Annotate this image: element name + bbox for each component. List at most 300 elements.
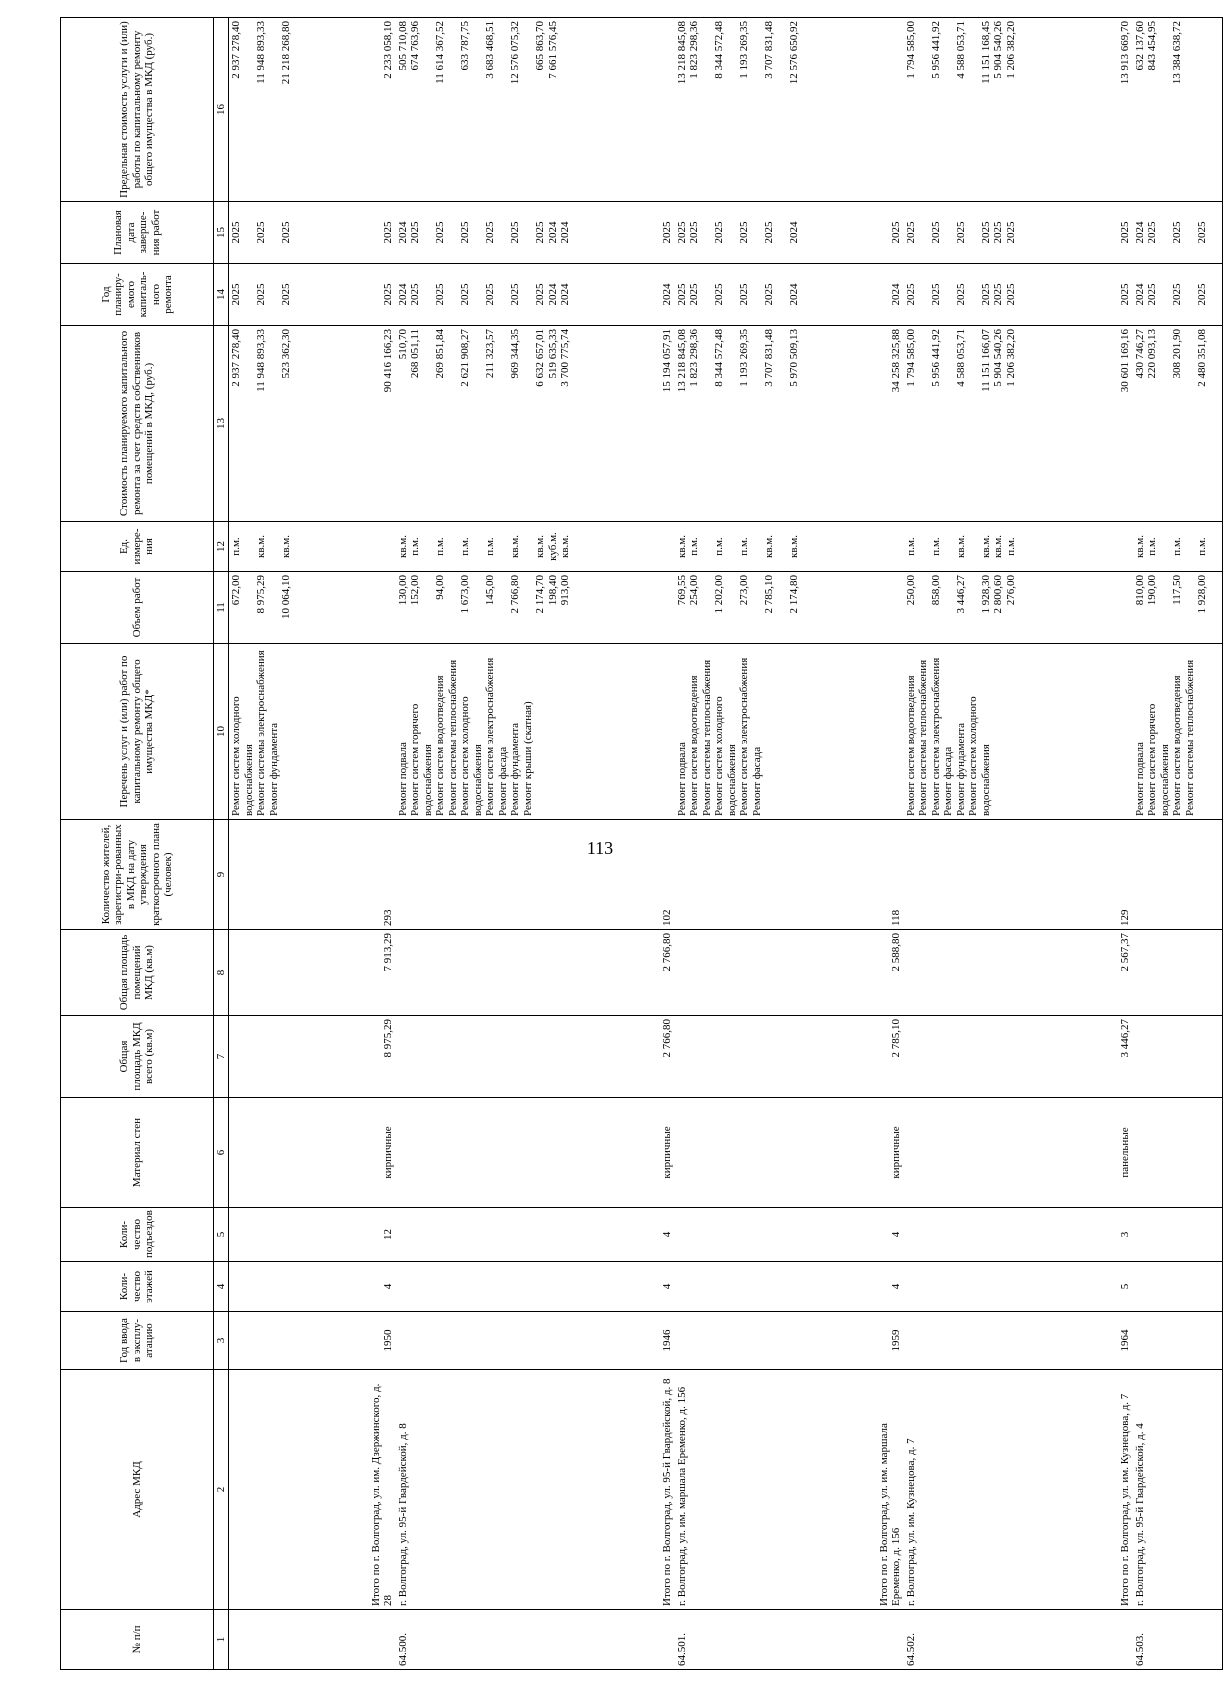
entrances-value: 3 (1119, 1231, 1131, 1238)
floors-value: 4 (890, 1283, 902, 1290)
volume-value: 94,00 (434, 575, 446, 600)
table-body (229, 18, 1223, 1670)
row-number (904, 1610, 1031, 1670)
end-year-value: 2025 (484, 221, 496, 244)
plan-year-value: 2025 (230, 283, 242, 306)
works-value: Ремонт систем водоотведения (434, 675, 446, 816)
works-value: Ремонт систем горячего водоснабжения (1146, 703, 1171, 816)
plan-year-value: 2025 (1146, 283, 1158, 306)
entrances (904, 1208, 1031, 1262)
end-year-value: 2025 (954, 221, 967, 244)
area-rooms (904, 930, 1031, 1016)
volume (294, 572, 396, 644)
volume-value: 117,50 (1171, 575, 1183, 605)
end-year-value: 2025 (763, 221, 775, 244)
row-number (573, 1610, 675, 1670)
volume-value: 2 174,80 (788, 575, 800, 614)
wall-material (229, 1098, 294, 1208)
plan-year (675, 264, 802, 326)
area-rooms (573, 930, 675, 1016)
units-value: куб.м. (546, 532, 559, 561)
area-rooms (294, 930, 396, 1016)
works-value: Ремонт подвала (1133, 742, 1146, 816)
volume-value: 145,00 (484, 575, 496, 606)
works-value: Ремонт фундамента (509, 722, 521, 816)
column-number-9: 9 (214, 820, 229, 930)
address (229, 1370, 294, 1610)
limit-value: 12 576 650,92 (788, 21, 800, 85)
units-value: п.м. (230, 537, 242, 556)
residents (1031, 820, 1133, 930)
plan-year-value: 2025 (280, 283, 292, 306)
units-value: кв.м. (396, 535, 409, 558)
area-rooms (1031, 930, 1133, 1016)
volume-value: 1 202,00 (713, 575, 725, 614)
cost (396, 326, 573, 522)
works-value: Ремонт систем холодного водоснабжения (967, 696, 992, 816)
item-row (229, 18, 294, 1670)
entrances (802, 1208, 904, 1262)
wall-material-value: панельные (1119, 1127, 1131, 1178)
row-number-text: 64.500. (396, 1633, 409, 1666)
works-value: Ремонт систем электроснабжения (738, 657, 750, 816)
units-value: кв.м. (788, 535, 800, 558)
residents (229, 820, 294, 930)
floors-value: 4 (661, 1283, 673, 1290)
works (294, 644, 396, 820)
floors-value: 4 (382, 1283, 394, 1290)
column-number-2: 2 (214, 1370, 229, 1610)
limit-value: 665 863,70 (534, 21, 546, 71)
year-built (1133, 1312, 1223, 1370)
limit-value: 7 661 576,45 (546, 21, 559, 79)
volume (1133, 572, 1223, 644)
address-text: г. Волгоград, ул. им. маршала Еременко, д. 156 (675, 1386, 688, 1606)
year-built-value: 1946 (661, 1329, 673, 1352)
column-number-10: 10 (214, 644, 229, 820)
plan-year-value: 2024 (1133, 283, 1146, 306)
units-value: кв.м. (1133, 535, 1146, 558)
units (396, 522, 573, 572)
cost-value: 5 904 540,26 (992, 329, 1004, 387)
address (904, 1370, 1031, 1610)
area-rooms-value: 2 766,80 (661, 933, 673, 972)
units-value: кв.м. (954, 535, 967, 558)
cost-value: 5 956 441,92 (929, 329, 942, 387)
column-number-11: 11 (214, 572, 229, 644)
works-value: Ремонт систем холодного водоснабжения (713, 696, 738, 816)
volume (573, 572, 675, 644)
works-value: Ремонт системы теплоснабжения (917, 659, 929, 816)
volume (396, 572, 573, 644)
floors-value: 5 (1119, 1283, 1131, 1290)
residents-value: 293 (382, 909, 394, 926)
total-address-text: Итого по г. Волгоград, ул. им. Дзержинского, д. 28 (369, 1383, 394, 1606)
wall-material (573, 1098, 675, 1208)
plan-year-value: 2025 (904, 283, 917, 306)
column-number-7: 7 (214, 1016, 229, 1098)
column-header-14: Год планиру-емого капиталь-ного ремонта (61, 264, 214, 326)
total-address (802, 1370, 904, 1610)
works-value: Ремонт системы теплоснабжения (700, 659, 713, 816)
plan-year (1133, 264, 1223, 326)
area-total (1031, 1016, 1133, 1098)
limit-value: 2 937 278,40 (230, 21, 242, 79)
area-rooms-value: 2 567,37 (1119, 933, 1131, 972)
cost-value: 3 700 775,74 (559, 329, 571, 387)
works-value: Ремонт систем горячего водоснабжения (409, 703, 434, 816)
volume-value: 3 446,27 (954, 575, 967, 614)
area-total (573, 1016, 675, 1098)
cost (573, 326, 675, 522)
volume (229, 572, 294, 644)
limit-value: 13 384 638,72 (1171, 21, 1183, 85)
end-year (1031, 202, 1133, 264)
plan-year-value: 2025 (434, 283, 446, 306)
volume-value: 913,00 (559, 575, 571, 606)
end-year-value: 2025 (713, 221, 725, 244)
cost-value: 211 323,57 (484, 329, 496, 379)
units-value: п.м. (904, 537, 917, 556)
cost-value: 2 621 908,27 (459, 329, 471, 387)
plan-year-value: 2025 (1004, 283, 1017, 306)
plan-year-value: 2025 (738, 283, 750, 306)
floors (573, 1262, 675, 1312)
units-value: п.м. (1196, 537, 1208, 556)
area-rooms-value: 7 913,29 (382, 933, 394, 972)
end-year (229, 202, 294, 264)
volume-value: 858,00 (929, 575, 942, 606)
volume-value: 810,00 (1133, 575, 1146, 606)
wall-material (802, 1098, 904, 1208)
limit-value: 4 588 053,71 (954, 21, 967, 79)
units-value: кв.м. (559, 535, 571, 558)
units-value: п.м. (688, 537, 700, 556)
limit-value: 633 787,75 (459, 21, 471, 71)
units-value: кв.м. (280, 535, 292, 558)
end-year-value: 2025 (1196, 221, 1208, 244)
works-value: Ремонт систем холодного водоснабжения (230, 696, 255, 816)
floors (1133, 1262, 1223, 1312)
limit (294, 18, 396, 202)
volume-value: 273,00 (738, 575, 750, 606)
plan-year-value: 2025 (713, 283, 725, 306)
limit-value: 13 913 669,70 (1119, 21, 1131, 85)
units (802, 522, 904, 572)
end-year (904, 202, 1031, 264)
volume-value: 254,00 (688, 575, 700, 606)
area-rooms (229, 930, 294, 1016)
end-year-value: 2025 (382, 221, 394, 244)
works (675, 644, 802, 820)
column-number-1: 1 (214, 1610, 229, 1670)
plan-year-value: 2025 (954, 283, 967, 306)
end-year-value: 2025 (688, 221, 700, 244)
units-value: п.м. (434, 537, 446, 556)
residents (1133, 820, 1223, 930)
area-total (802, 1016, 904, 1098)
area-total (904, 1016, 1031, 1098)
limit-value: 3 683 468,51 (484, 21, 496, 79)
end-year-value: 2025 (459, 221, 471, 244)
volume-value: 2 785,10 (763, 575, 775, 614)
volume-value: 769,55 (675, 575, 688, 606)
cost-value: 969 344,35 (509, 329, 521, 379)
entrances-value: 4 (661, 1231, 673, 1238)
cost (1133, 326, 1223, 522)
floors (396, 1262, 573, 1312)
year-built (294, 1312, 396, 1370)
row-number (802, 1610, 904, 1670)
end-year-value: 2025 (904, 221, 917, 244)
residents-value: 102 (661, 909, 673, 926)
units-value: п.м. (1146, 537, 1158, 556)
units-value: п.м. (484, 537, 496, 556)
residents (396, 820, 573, 930)
end-year-value: 2025 (1146, 221, 1158, 244)
wall-material-value: кирпичные (661, 1126, 673, 1179)
plan-year (229, 264, 294, 326)
plan-year-value: 2025 (688, 283, 700, 306)
residents (294, 820, 396, 930)
end-year-value: 2025 (434, 221, 446, 244)
floors (802, 1262, 904, 1312)
works (229, 644, 294, 820)
works-value: Ремонт систем электроснабжения (484, 657, 496, 816)
cost-value: 30 601 169,16 (1119, 329, 1131, 393)
works-value: Ремонт системы теплоснабжения (1183, 659, 1196, 816)
units-value: кв.м. (992, 535, 1004, 558)
plan-year-value: 2025 (382, 283, 394, 306)
cost (294, 326, 396, 522)
item-row (675, 18, 802, 1670)
cost-value: 1 206 382,20 (1004, 329, 1017, 387)
cost-value: 1 794 585,00 (904, 329, 917, 387)
year-built (229, 1312, 294, 1370)
limit-value: 5 904 540,26 (992, 21, 1004, 79)
end-year-value: 2025 (255, 221, 267, 244)
column-header-5: Коли-чество подъездов (61, 1208, 214, 1262)
area-total (294, 1016, 396, 1098)
end-year-value: 2024 (1133, 221, 1146, 244)
end-year-value: 2025 (929, 221, 942, 244)
column-header-10: Перечень услуг и (или) работ по капитальному ремонту общего имущества МКД* (61, 644, 214, 820)
limit-value: 1 206 382,20 (1004, 21, 1017, 79)
cost-value: 90 416 166,23 (382, 329, 394, 393)
entrances (396, 1208, 573, 1262)
limit (675, 18, 802, 202)
end-year-value: 2025 (230, 221, 242, 244)
plan-year-value: 2025 (409, 283, 421, 306)
cost-value: 34 258 325,88 (890, 329, 902, 393)
cost-value: 519 635,33 (546, 329, 559, 379)
area-total (675, 1016, 802, 1098)
cost-value: 1 823 298,36 (688, 329, 700, 387)
column-header-2: Адрес МКД (61, 1370, 214, 1610)
volume-value: 130,00 (396, 575, 409, 606)
limit-value: 1 823 298,36 (688, 21, 700, 79)
area-total (1133, 1016, 1223, 1098)
plan-year-value: 2025 (929, 283, 942, 306)
area-total-value: 2 766,80 (661, 1019, 673, 1058)
wall-material (904, 1098, 1031, 1208)
wall-material (1133, 1098, 1223, 1208)
column-number-row (214, 18, 229, 1670)
units-value: кв.м. (509, 535, 521, 558)
total-address (1031, 1370, 1133, 1610)
cost-value: 2 480 351,08 (1196, 329, 1208, 387)
works (1031, 644, 1133, 820)
year-built-value: 1964 (1119, 1329, 1131, 1352)
wall-material (294, 1098, 396, 1208)
works (396, 644, 573, 820)
volume-value: 198,40 (546, 575, 559, 606)
area-rooms-value: 2 588,80 (890, 933, 902, 972)
end-year-value: 2025 (661, 221, 673, 244)
works-value: Ремонт фасада (750, 746, 763, 816)
limit (1133, 18, 1223, 202)
cost-value: 510,70 (396, 329, 409, 360)
end-year-value: 2025 (979, 221, 992, 244)
total-address (294, 1370, 396, 1610)
units-value: п.м. (1004, 537, 1017, 556)
plan-year-value: 2025 (1119, 283, 1131, 306)
cost-value: 11 151 166,07 (979, 329, 992, 392)
works-value: Ремонт подвала (675, 742, 688, 816)
total-row (573, 18, 675, 1670)
plan-year-value: 2024 (788, 283, 800, 306)
end-year-value: 2024 (546, 221, 559, 244)
plan-year-value: 2025 (1196, 283, 1208, 306)
cost-value: 8 344 572,48 (713, 329, 725, 387)
year-built (573, 1312, 675, 1370)
plan-year-value: 2024 (546, 283, 559, 306)
limit-value: 3 707 831,48 (763, 21, 775, 79)
limit-value: 1 193 269,35 (738, 21, 750, 79)
units-value: кв.м. (763, 535, 775, 558)
cost (802, 326, 904, 522)
column-header-13: Стоимость планируемого капитального ремонта за счет средств собственников помещений в МКД, (руб.) (61, 326, 214, 522)
total-address-text: Итого по г. Волгоград, ул. 95-й Гвардейской, д. 8 (661, 1378, 673, 1606)
year-built-value: 1959 (890, 1329, 902, 1352)
plan-year-value: 2025 (509, 283, 521, 306)
plan-year (294, 264, 396, 326)
limit (573, 18, 675, 202)
limit-value: 1 794 585,00 (904, 21, 917, 79)
year-built (1031, 1312, 1133, 1370)
column-header-6: Материал стен (61, 1098, 214, 1208)
plan-year-value: 2024 (559, 283, 571, 306)
row-number (294, 1610, 396, 1670)
column-header-16: Предельная стоимость услуги и (или) работы по капитальному ремонту общего имущества в МКД (руб.) (61, 18, 214, 202)
residents (904, 820, 1031, 930)
end-year-value: 2024 (396, 221, 409, 244)
units (675, 522, 802, 572)
plan-year-value: 2025 (1171, 283, 1183, 306)
volume-value: 276,00 (1004, 575, 1017, 606)
column-header-11: Объем работ (61, 572, 214, 644)
volume-value: 1 928,30 (979, 575, 992, 614)
volume (1031, 572, 1133, 644)
units-value: п.м. (713, 537, 725, 556)
column-number-8: 8 (214, 930, 229, 1016)
end-year-value: 2025 (1004, 221, 1017, 244)
year-built (904, 1312, 1031, 1370)
floors (1031, 1262, 1133, 1312)
total-address-text: Итого по г. Волгоград, ул. им. Кузнецова, д. 7 (1119, 1393, 1131, 1606)
residents (675, 820, 802, 930)
address-text: г. Волгоград, ул. им. Кузнецова, д. 7 (904, 1438, 917, 1606)
works-value: Ремонт систем водоотведения (688, 675, 700, 816)
plan-year-value: 2024 (661, 283, 673, 306)
works (573, 644, 675, 820)
entrances (573, 1208, 675, 1262)
wall-material (396, 1098, 573, 1208)
end-year (396, 202, 573, 264)
limit-value: 11 151 168,45 (979, 21, 992, 84)
units-value: кв.м. (675, 535, 688, 558)
works-value: Ремонт крыши (скатная) (521, 701, 534, 816)
volume-value: 1 673,00 (459, 575, 471, 614)
year-built (396, 1312, 573, 1370)
limit-value: 21 218 268,80 (280, 21, 292, 85)
total-address-text: Итого по г. Волгоград, ул. им. маршала Еременко, д. 156 (877, 1423, 902, 1606)
row-number-text: 64.502. (904, 1633, 917, 1666)
area-total (396, 1016, 573, 1098)
units-value: кв.м. (255, 535, 267, 558)
column-number-6: 6 (214, 1098, 229, 1208)
cost (904, 326, 1031, 522)
end-year-value: 2025 (1119, 221, 1131, 244)
volume-value: 190,00 (1146, 575, 1158, 606)
end-year-value: 2025 (509, 221, 521, 244)
plan-year (573, 264, 675, 326)
row-number-text: 64.501. (675, 1633, 688, 1666)
volume-value: 672,00 (230, 575, 242, 606)
column-header-7: Общая площадь МКД всего (кв.м) (61, 1016, 214, 1098)
column-header-1: № п/п (61, 1610, 214, 1670)
units (1031, 522, 1133, 572)
wall-material (675, 1098, 802, 1208)
column-number-14: 14 (214, 264, 229, 326)
floors (904, 1262, 1031, 1312)
volume (802, 572, 904, 644)
limit-value: 5 956 441,92 (929, 21, 942, 79)
total-row (294, 18, 396, 1670)
works-value: Ремонт систем водоотведения (904, 675, 917, 816)
plan-year-value: 2025 (979, 283, 992, 306)
limit-value: 11 948 893,33 (255, 21, 267, 84)
column-header-9: Количество жителей, зарегистри-рованных в МКД на дату утверждения краткосрочного плана (человек) (61, 820, 214, 930)
cost-value: 4 588 053,71 (954, 329, 967, 387)
plan-year (904, 264, 1031, 326)
plan-year (396, 264, 573, 326)
row-number-text: 64.503. (1133, 1633, 1146, 1666)
limit-value: 843 454,95 (1146, 21, 1158, 71)
plan-year-value: 2025 (675, 283, 688, 306)
limit-value: 8 344 572,48 (713, 21, 725, 79)
total-row (802, 18, 904, 1670)
limit-value (1196, 21, 1221, 198)
volume-value: 1 928,00 (1196, 575, 1208, 614)
units (294, 522, 396, 572)
floors (229, 1262, 294, 1312)
column-number-3: 3 (214, 1312, 229, 1370)
wall-material (1031, 1098, 1133, 1208)
units-value: кв.м. (979, 535, 992, 558)
limit-value: 12 576 075,32 (509, 21, 521, 85)
column-number-16: 16 (214, 18, 229, 202)
